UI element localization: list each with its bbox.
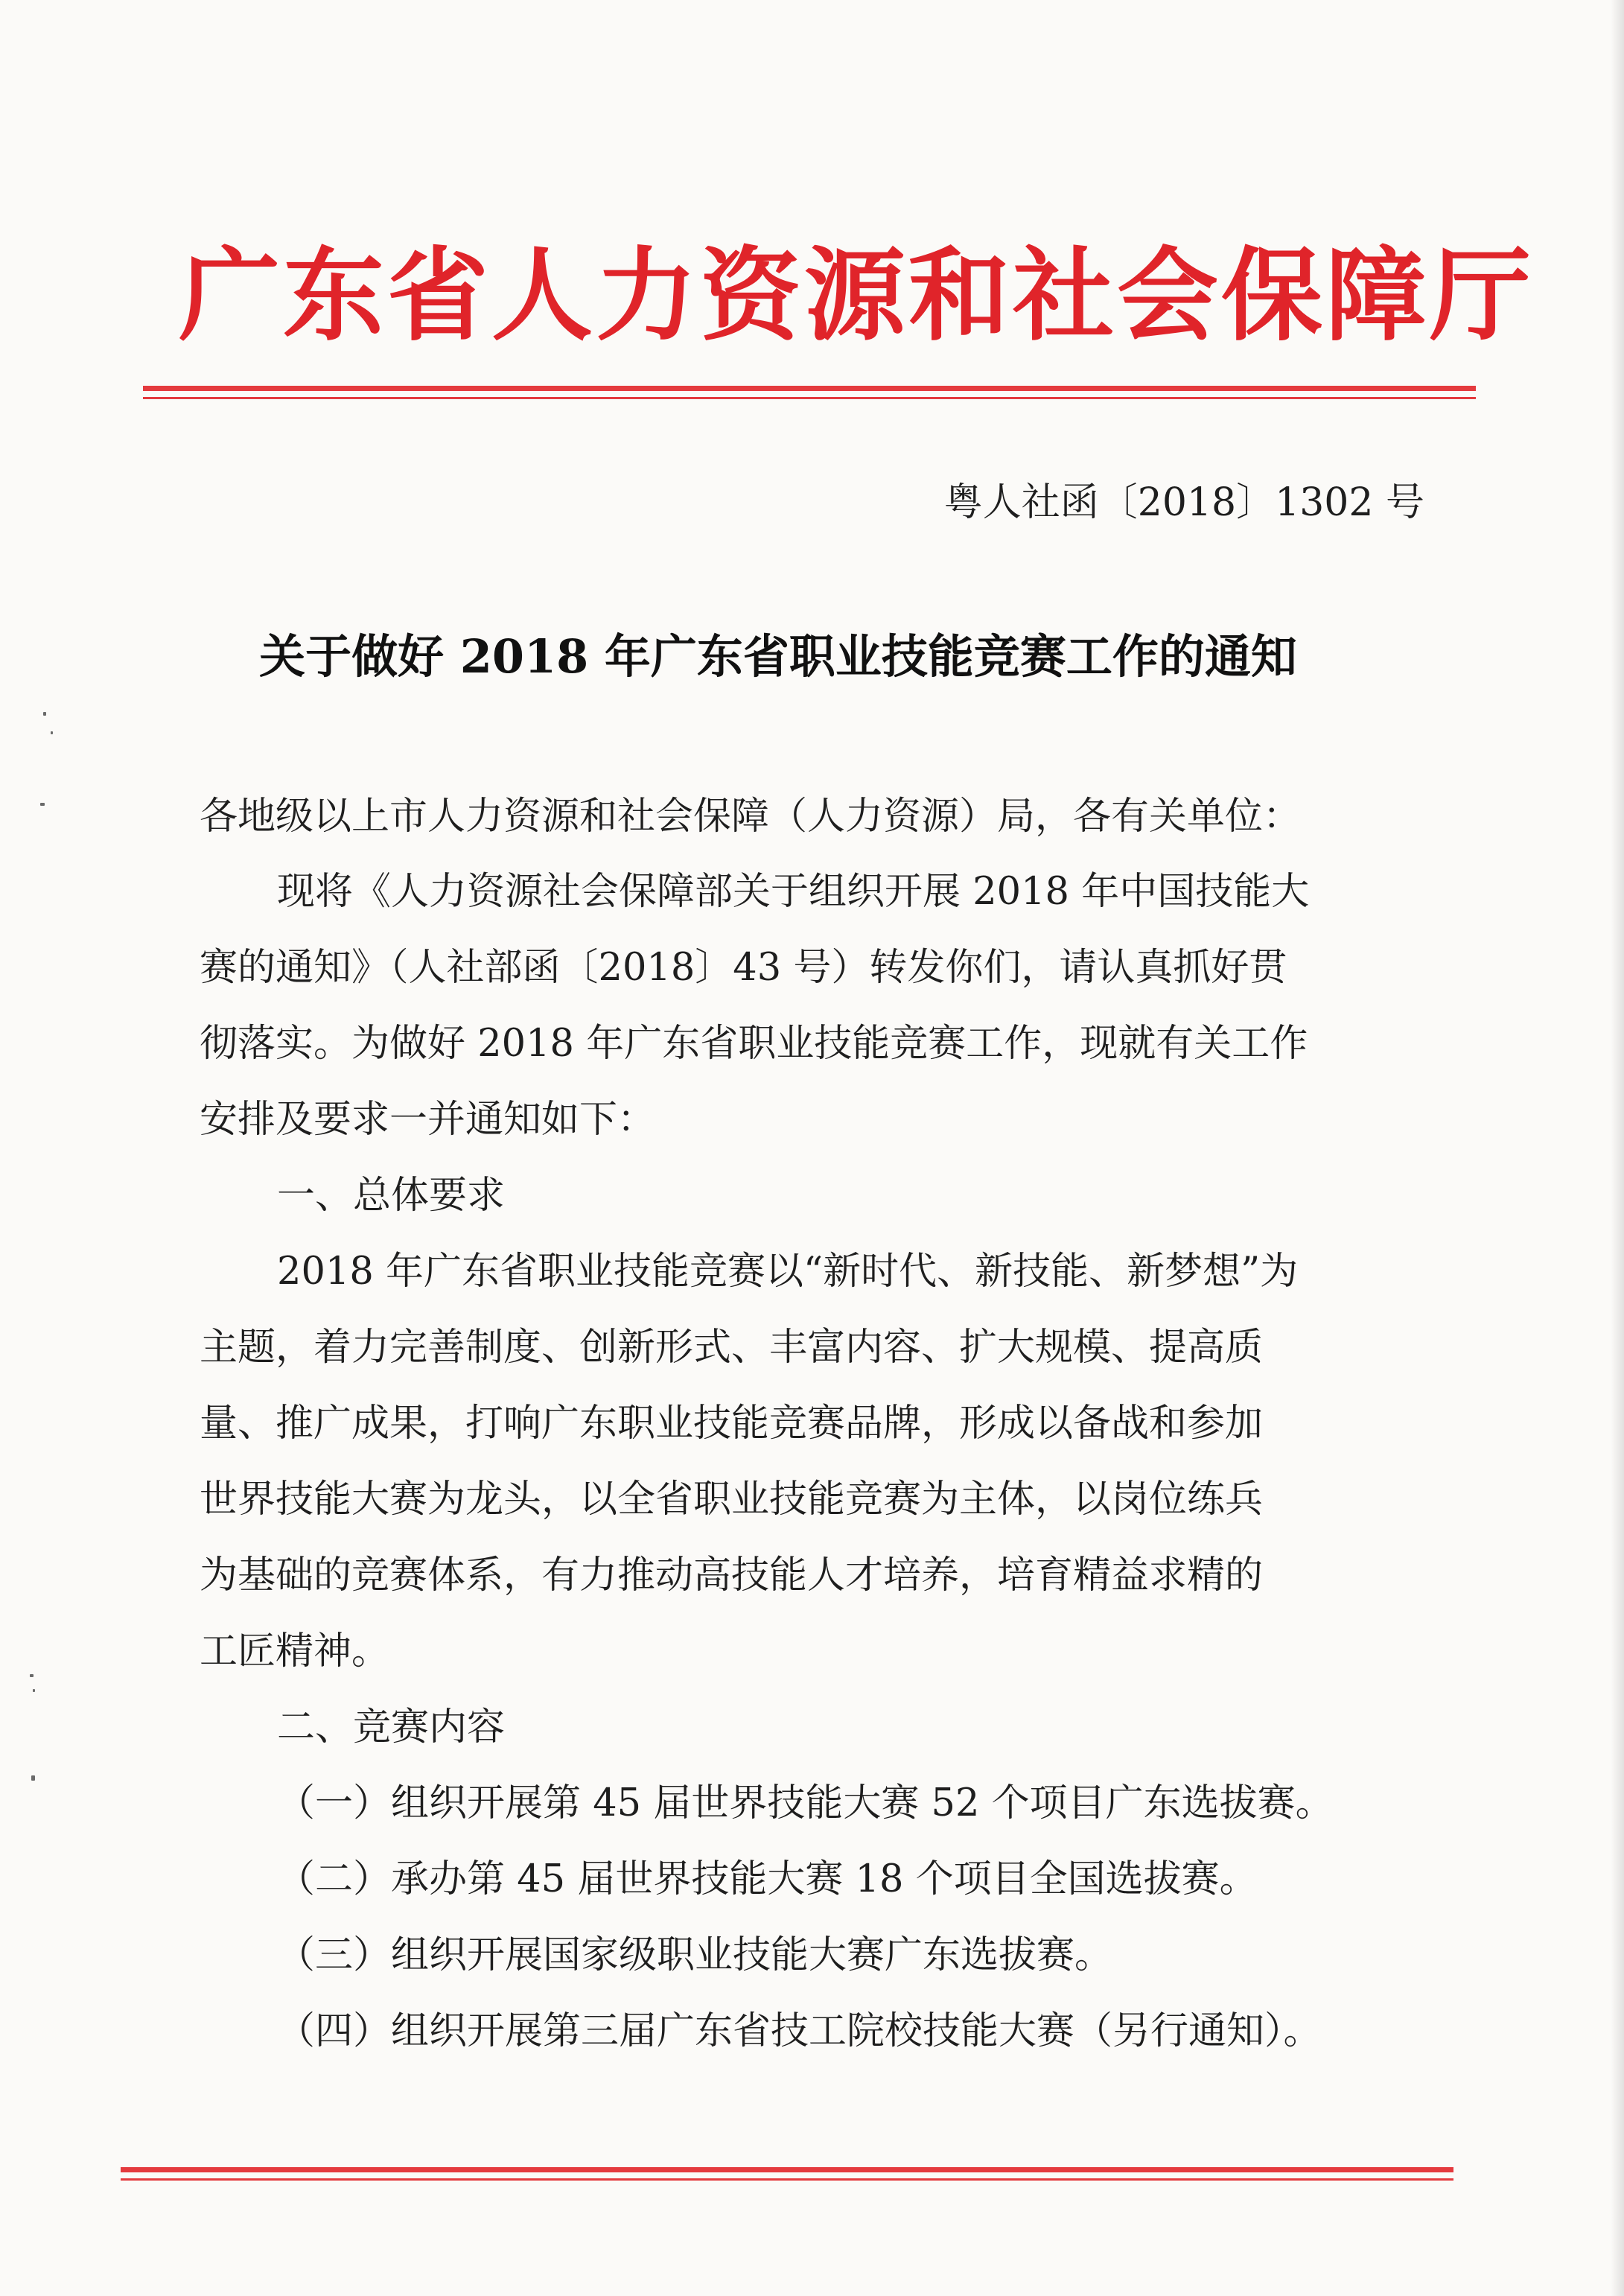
body-line: 赛的通知》（人社部函〔2018〕43 号）转发你们，请认真抓好贯 <box>200 946 1287 990</box>
list-item: （一）组织开展第 45 届世界技能大赛 52 个项目广东选拔赛。 <box>277 1781 1334 1825</box>
scan-speck <box>43 712 46 716</box>
body-line: 为基础的竞赛体系，有力推动高技能人才培养，培育精益求精的 <box>200 1554 1264 1597</box>
list-item: （四）组织开展第三届广东省技工院校技能大赛（另行通知）。 <box>277 2009 1322 2053</box>
scan-speck <box>30 1674 34 1677</box>
salutation-line: 各地级以上市人力资源和社会保障（人力资源）局，各有关单位： <box>200 795 1302 839</box>
body-line: 主题，着力完善制度、创新形式、丰富内容、扩大规模、提高质 <box>200 1326 1264 1370</box>
header-red-rule-thin <box>143 397 1476 399</box>
scan-speck <box>33 1689 35 1692</box>
list-item: （二）承办第 45 届世界技能大赛 18 个项目全国选拔赛。 <box>277 1857 1258 1901</box>
scan-speck <box>40 803 45 806</box>
section-heading-2: 二、竞赛内容 <box>277 1705 506 1749</box>
header-red-rule-thick <box>143 386 1476 391</box>
document-title: 关于做好 2018 年广东省职业技能竞赛工作的通知 <box>259 629 1297 684</box>
body-line: 彻落实。为做好 2018 年广东省职业技能竞赛工作，现就有关工作 <box>200 1022 1308 1066</box>
body-line: 安排及要求一并通知如下： <box>200 1098 656 1142</box>
footer-red-rule-thin <box>121 2178 1453 2181</box>
document-number: 粤人社函〔2018〕1302 号 <box>943 480 1424 525</box>
body-line: 世界技能大赛为龙头，以全省职业技能竞赛为主体，以岗位练兵 <box>200 1478 1264 1521</box>
org-masthead: 广东省人力资源和社会保障厅 <box>179 238 1534 355</box>
scan-speck <box>51 731 53 734</box>
body-line: 量、推广成果，打响广东职业技能竞赛品牌，形成以备战和参加 <box>200 1402 1264 1446</box>
list-item: （三）组织开展国家级职业技能大赛广东选拔赛。 <box>277 1933 1113 1977</box>
body-line: 工匠精神。 <box>200 1629 390 1673</box>
body-line: 2018 年广东省职业技能竞赛以“新时代、新技能、新梦想”为 <box>277 1250 1299 1294</box>
scan-speck <box>31 1775 35 1781</box>
footer-red-rule-thick <box>121 2167 1453 2172</box>
body-line: 现将《人力资源社会保障部关于组织开展 2018 年中国技能大 <box>277 870 1310 914</box>
scan-edge-shadow <box>1611 0 1624 2296</box>
section-heading-1: 一、总体要求 <box>277 1174 506 1218</box>
